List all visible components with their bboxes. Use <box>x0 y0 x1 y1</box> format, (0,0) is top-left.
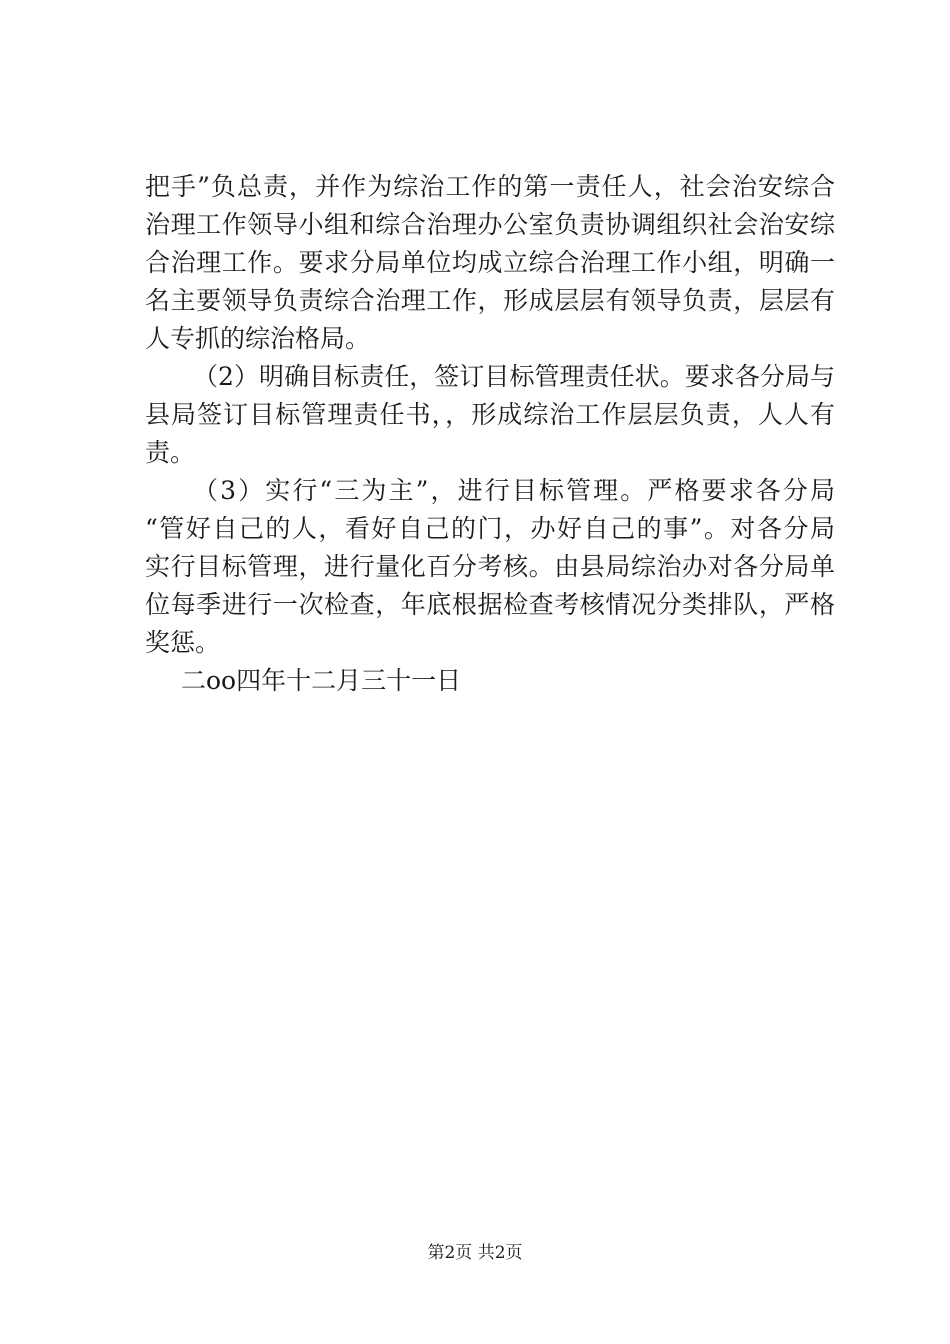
text-line: （3）实行“三为主”，进行目标管理。严格要求各分局 <box>193 476 835 505</box>
text-line: （2）明确目标责任，签订目标管理责任状。要求各分局与 <box>193 362 835 391</box>
text-line: 位每季进行一次检查，年底根据检查考核情况分类排队，严格 <box>145 590 835 619</box>
text-line: 奖惩。 <box>145 628 221 657</box>
text-line: 责。 <box>145 438 196 467</box>
text-line: 治理工作领导小组和综合治理办公室负责协调组织社会治安综 <box>145 210 835 239</box>
document-date: 二oo四年十二月三十一日 <box>181 666 462 695</box>
page-footer: 第2页 共2页 <box>427 1243 523 1263</box>
text-line: “管好自己的人，看好自己的门，办好自己的事”。对各分局 <box>145 514 835 543</box>
text-line: 县局签订目标管理责任书，，形成综治工作层层负责，人人有 <box>145 400 835 429</box>
text-line: 名主要领导负责综合治理工作，形成层层有领导负责，层层有 <box>145 286 835 315</box>
text-line: 把手”负总责，并作为综治工作的第一责任人，社会治安综合 <box>145 172 835 201</box>
text-line: 人专抓的综治格局。 <box>145 324 371 353</box>
text-line: 合治理工作。要求分局单位均成立综合治理工作小组，明确一 <box>145 248 835 277</box>
document-body <box>145 168 835 700</box>
text-line: 实行目标管理，进行量化百分考核。由县局综治办对各分局单 <box>145 552 835 581</box>
